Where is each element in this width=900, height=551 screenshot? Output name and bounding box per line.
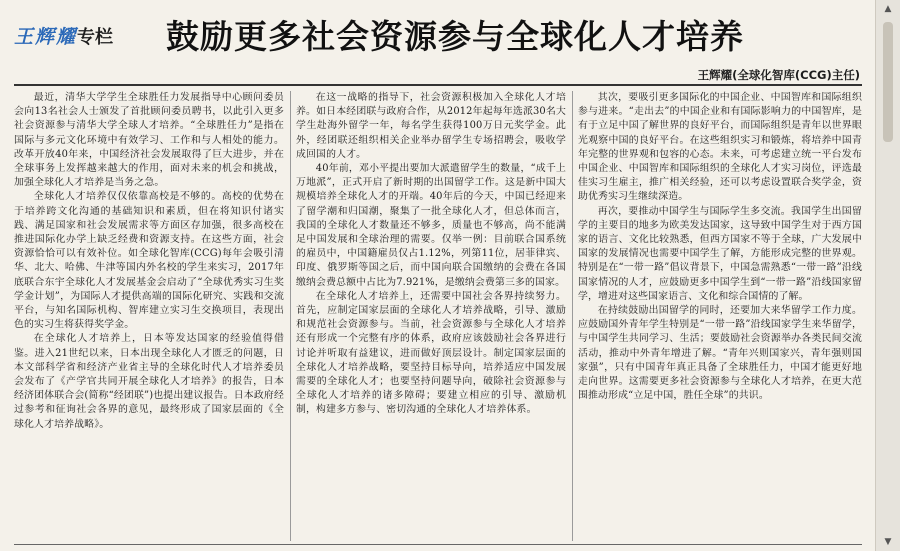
- paragraph: 40年前，邓小平提出要加大派遣留学生的数量，“成千上万地派”，正式开启了新时期的出国留学工作。这是新中国大规模培养全球化人才的开端。40年后的今天，中国已经迎来了留学潮和归国潮，聚集了一批全球化人才，但总体而言，我国的全球化人才数量还不够多，质量也不够高，尚不能满足中国发展和全球治理的需要。仅举一例：目前联合国系统的雇员中，中国籍雇员仅占1.12%，列第11位，居菲律宾、印度、俄罗斯等国之后，而中国向联合国缴纳的会费在各国缴纳会费总额中占比为7.921%，是缴纳会费第三多的国家。: [296, 163, 566, 288]
- scrollbar-thumb[interactable]: [883, 22, 893, 142]
- paragraph: 全球化人才培养仅仅依靠高校是不够的。高校的优势在于培养跨文化沟通的基础知识和素质，但在将知识付诸实践、满足国家和社会发展需求等方面区存加强，很多高校在推进国际化办学上缺乏经费和资源支持。在这些方面，社会资源恰恰可以有效补位。如全球化智库(CCG)每年会吸引清华、北大、哈佛、牛津等国内外名校的学生来实习，2017年底联合东宇全球化人才发展基金会启动了“全球优秀实习生奖学金计划”，为国际人才提供高端的国际化研究、实践和交流平台，与知名国际机构、智库建立实习生交换项目，表现出色的实习生将获得奖学金。: [14, 191, 284, 331]
- scroll-up-icon[interactable]: ▲: [884, 4, 892, 14]
- article-column-3: [578, 91, 862, 541]
- headline: 鼓励更多社会资源参与全球化人才培养: [166, 17, 744, 56]
- column-tag: [14, 26, 113, 49]
- top-rule: [14, 84, 862, 86]
- article-column-2: [296, 91, 566, 541]
- paragraph: 最近，清华大学学生全球胜任力发展指导中心顾问委员会向13名社会人士颁发了首批顾问委员聘书，以此引入更多社会资源参与清华大学全球人才培养。“全球胜任力”是指在国际与多元文化环境中有效学习、工作和与人相处的能力。改革开放40年来，中国经济社会发展取得了巨大进步，并在全球事务上发挥越来越大的作用，面对未来的机会和挑战，加强全球化人才培养是当务之急。: [14, 92, 284, 189]
- column-suffix: 专栏: [77, 27, 114, 48]
- paragraph: 其次，要吸引更多国际化的中国企业、中国智库和国际组织参与进来。“走出去”的中国企业和有国际影响力的中国智库，是有于立足中国了解世界的良好平台，而国际组织是青年以世界眼光观察中国的良好平台。在这些组织实习和锻炼，将培养中国青年完整的世界观和包容的心态。未来，可考虑建立统一平台发布中国企业、中国智库和国际组织的全球化人才实习岗位，评选最佳实习生雇主，推广相关经验，还可以考虑设置联合奖学金，资助优秀实习生继续深造。: [578, 92, 862, 203]
- column-author-name: 王辉耀: [14, 26, 78, 48]
- paragraph: 在这一战略的指导下，社会资源积极加入全球化人才培养。如日本经团联与政府合作，从2012年起每年选派30名大学生赴海外留学一年，每名学生获得100万日元奖学金。此外，经团联还组织相关企业举办留学生专场招聘会，吸收学成回国的人才。: [296, 92, 566, 160]
- paragraph: 在全球化人才培养上，还需要中国社会各界持续努力。首先，应制定国家层面的全球化人才培养战略，引导、激励和规范社会资源参与。当前，社会资源参与全球化人才培养还有形成一个完整有序的体系，政府应该鼓励社会各界进行讨论并听取有益建议，进而做好顶层设计。制定国家层面的全球化人才培养战略，要坚持目标导向，培养适应中国发展需要的全球化人才；也要坚持问题导向，破除社会资源参与全球化人才培养的诸多障碍；要建立相应的引导、激励机制，构建多方参与、密切沟通的全球化人才培养体系。: [296, 290, 566, 416]
- column-divider: [290, 91, 291, 541]
- scroll-down-icon[interactable]: ▼: [884, 537, 892, 547]
- paragraph: 在全球化人才培养上，日本等发达国家的经验值得借鉴。进入21世纪以来，日本出现全球化人才匮乏的问题，日本文部科学省和经济产业省主导的全球化时代人才培养委员会发布了《产学官共同开展全球化人才培养》的报告，日本经济团体联合会(简称“经团联”)也提出建议报告。日本政府经过参考和征询社会各界的意见，最终形成了国家层面的《全球化人才培养战略》。: [14, 333, 284, 430]
- paragraph: 再次，要推动中国学生与国际学生多交流。我国学生出国留学的主要目的地多为欧美发达国家，这导致中国学生对于西方国家的语言、文化比较熟悉，但西方国家不等于全球，广大发展中国家的发展情况也需要中国学生了解，方能形成完整的世界观。特别是在“一带一路”倡议背景下，中国急需熟悉“一带一路”沿线国家情况的人才，应鼓励更多中国学生到“一带一路”沿线国家留学，增进对这些国家语言、文化和综合国情的了解。: [578, 205, 862, 302]
- vertical-scrollbar[interactable]: [875, 0, 900, 551]
- byline: 王辉耀(全球化智库(CCG)主任): [697, 68, 860, 82]
- bottom-rule: [14, 544, 862, 545]
- article-column-1: [14, 91, 284, 541]
- paragraph: 在持续鼓励出国留学的同时，还要加大来华留学工作力度。应鼓励国外青年学生特别是“一带一路”沿线国家学生来华留学，与中国学生共同学习、生活；要鼓励社会资源举办各类民间交流活动，推动中外青年增进了解。“青年兴则国家兴，青年强则国家强”，只有中国青年真正具备了全球胜任力，中国才能更好地走向世界。这需要更多社会资源参与全球化人才培养，在更大范围推动形成“立足中国，胜任全球”的共识。: [578, 305, 862, 402]
- column-divider: [572, 91, 573, 541]
